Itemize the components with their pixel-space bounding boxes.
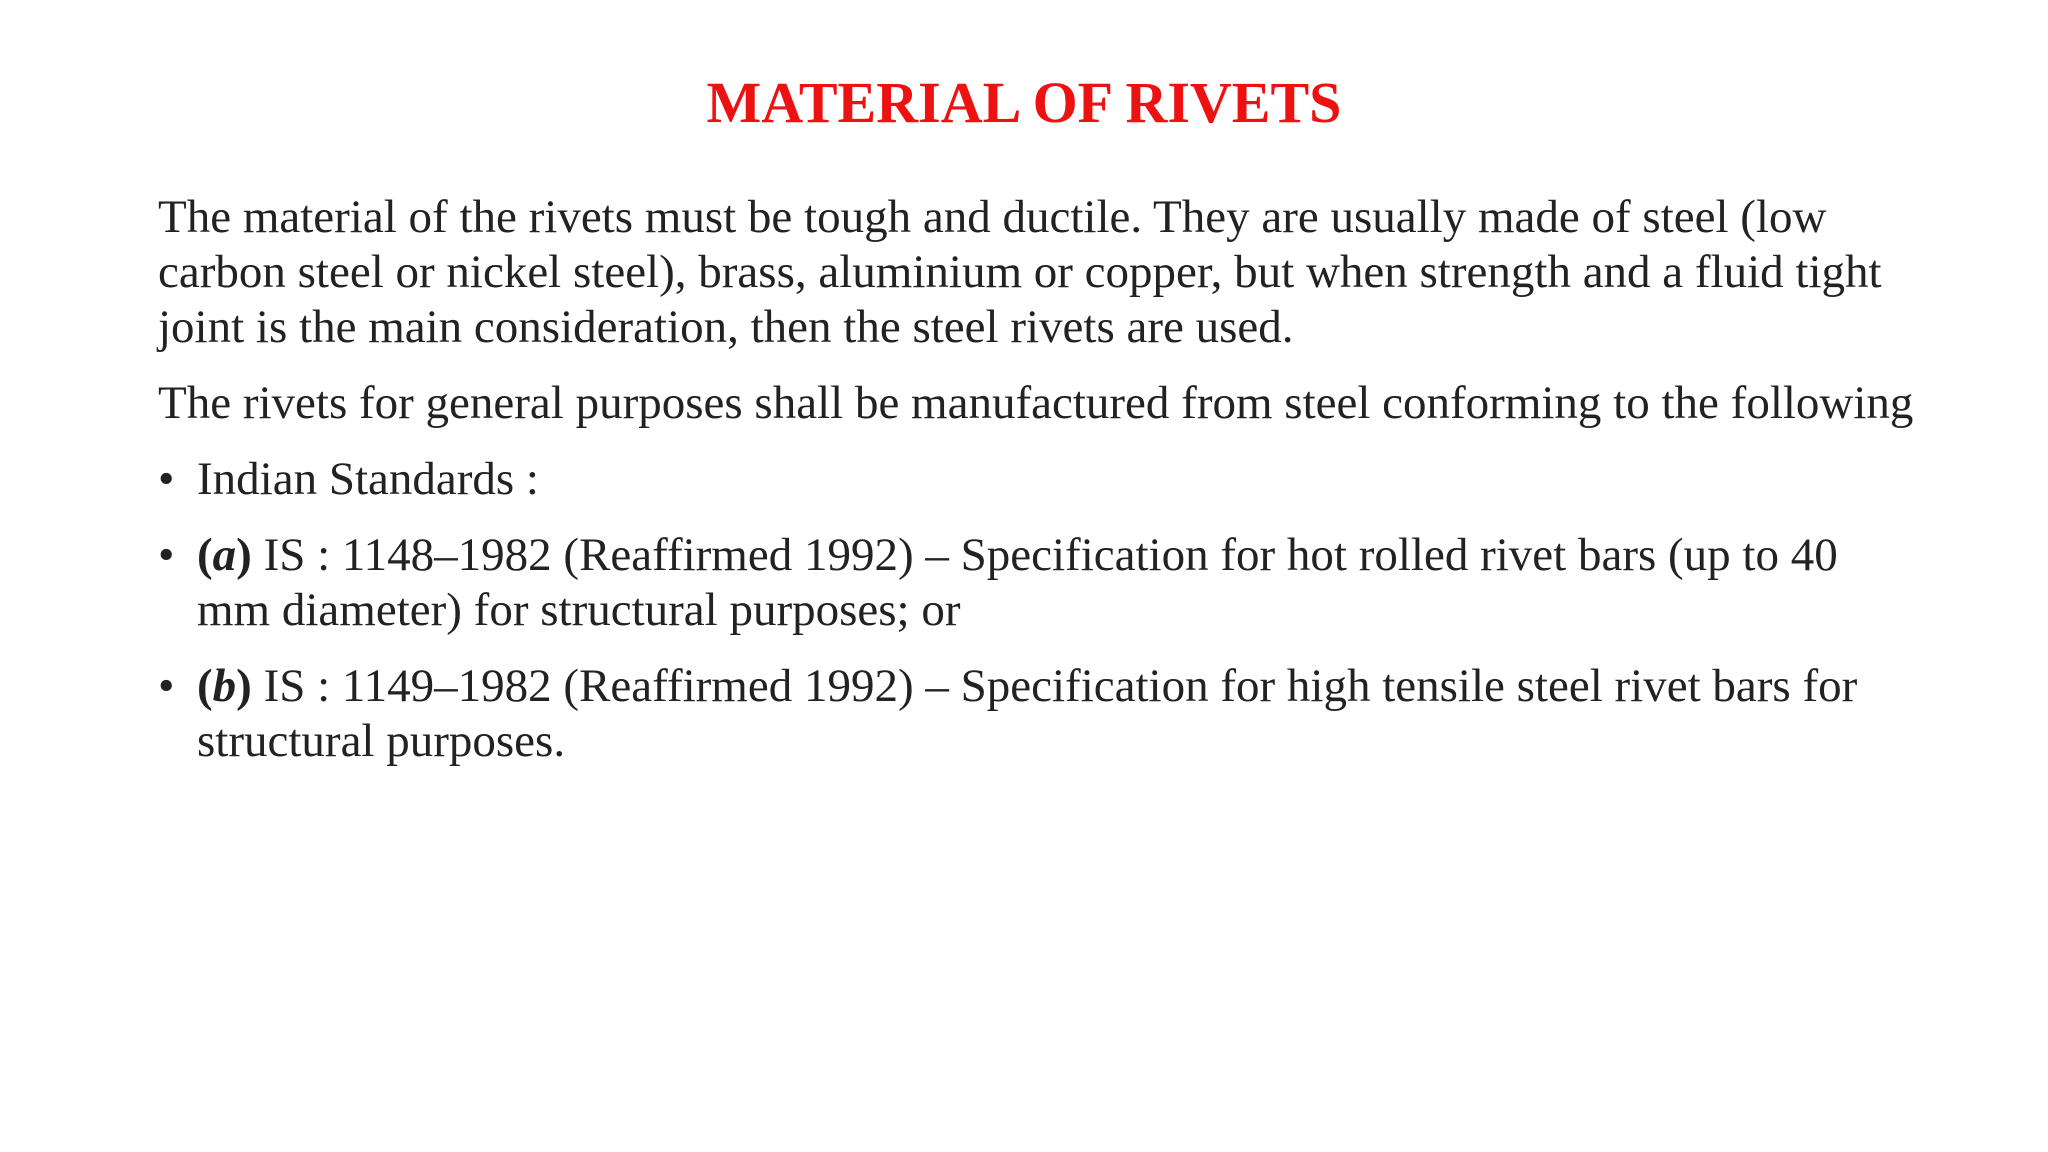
list-item-tag <box>197 660 252 712</box>
bullet-dot-icon: • <box>158 529 175 581</box>
bullet-dot-icon: • <box>158 453 175 505</box>
bullet-dot-icon: • <box>158 660 175 712</box>
tag-letter: b <box>212 660 237 712</box>
standards-list <box>158 452 1918 769</box>
tag-open-paren: ( <box>197 660 213 712</box>
slide-title: MATERIAL OF RIVETS <box>706 70 1342 135</box>
list-item-indian-standards <box>158 452 1918 507</box>
list-item-text: IS : 1149–1982 (Reaffirmed 1992) – Specification for high tensile steel rivet bars for structural purposes. <box>197 660 1858 767</box>
list-item-text: IS : 1148–1982 (Reaffirmed 1992) – Specification for hot rolled rivet bars (up to 40 mm diameter) for structural purposes; or <box>197 529 1838 636</box>
paragraph-general-purpose: The rivets for general purposes shall be manufactured from steel conforming to the following <box>158 377 1914 429</box>
list-item-is-1148 <box>158 528 1918 638</box>
tag-letter: a <box>212 529 237 581</box>
tag-close-paren: ) <box>236 660 252 712</box>
list-item-tag <box>197 529 252 581</box>
slide-body <box>158 190 1918 790</box>
list-item-is-1149 <box>158 659 1918 769</box>
tag-open-paren: ( <box>197 529 213 581</box>
paragraph-material-description: The material of the rivets must be tough and ductile. They are usually made of steel (low carbon steel or nickel steel), brass, aluminium or copper, but when strength and a fluid tight joint is the main consideration, then the steel rivets are used. <box>158 191 1882 353</box>
tag-close-paren: ) <box>236 529 252 581</box>
list-item-text: Indian Standards : <box>197 453 539 505</box>
